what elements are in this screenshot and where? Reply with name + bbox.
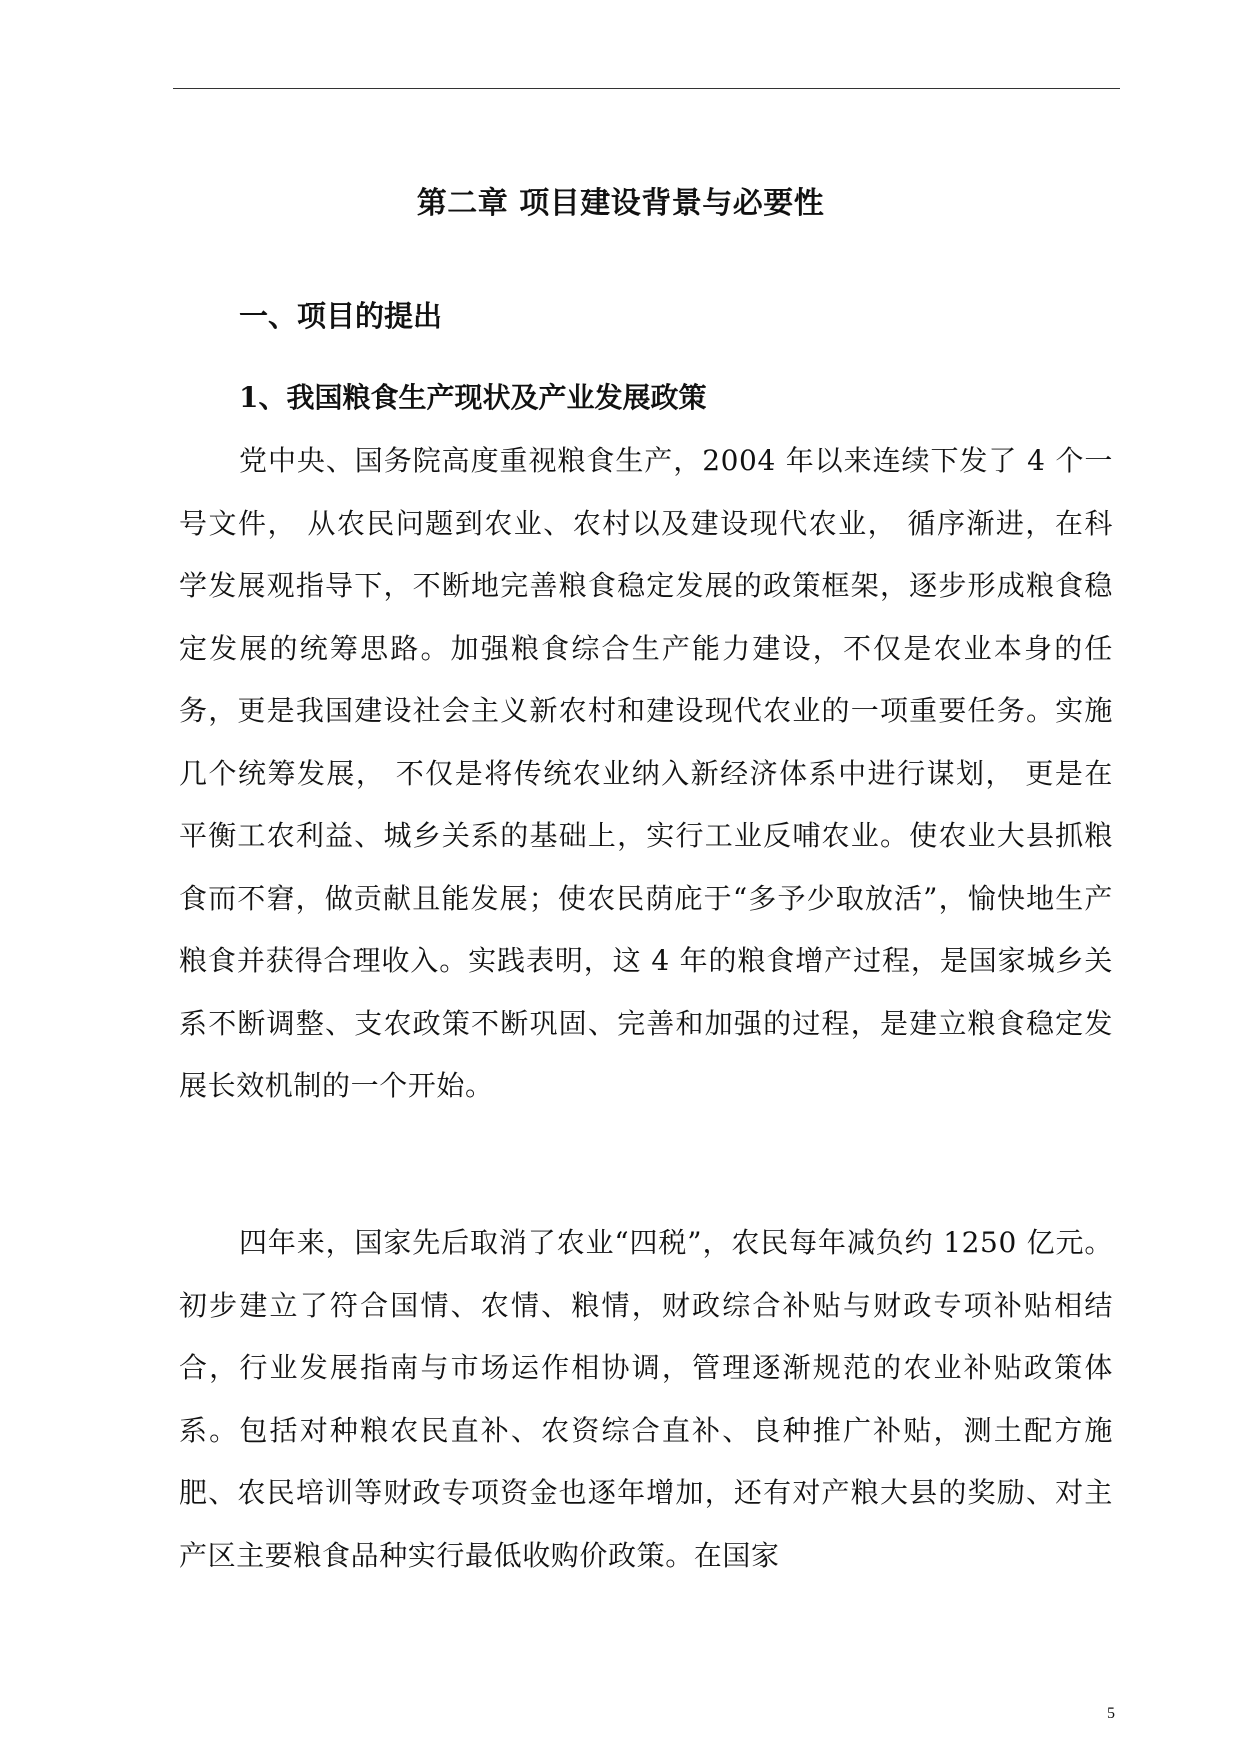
page-number: 5 xyxy=(1107,1705,1115,1722)
subsection-heading: 1、我国粮食生产现状及产业发展政策 xyxy=(239,381,707,414)
body-paragraph: 党中央、国务院高度重视粮食生产，2004 年以来连续下发了 4 个一号文件， 从农民问题到农业、农村以及建设现代农业， 循序渐进，在科学发展观指导下，不断地完善粮食稳定发展的政策框架，逐步形成粮食稳定发展的统筹思路。加强粮食综合生产能力建设，不仅是农业本身的任务，更是我国建设社会主义新农村和建设现代农业的一项重要任务。实施几个统筹发展， 不仅是将传统农业纳入新经济体系中进行谋划， 更是在平衡工农利益、城乡关系的基础上，实行工业反哺农业。使农业大县抓粮食而不窘，做贡献且能发展；使农民荫庇于“多予少取放活”，愉快地生产粮食并获得合理收入。实践表明，这 4 年的粮食增产过程，是国家城乡关系不断调整、支农政策不断巩固、完善和加强的过程，是建立粮食稳定发展长效机制的一个开始。 xyxy=(179,444,1113,1102)
section-heading: 一、项目的提出 xyxy=(239,299,443,333)
body-paragraph: 四年来，国家先后取消了农业“四税”，农民每年减负约 1250 亿元。初步建立了符合国情、农情、粮情，财政综合补贴与财政专项补贴相结合，行业发展指南与市场运作相协调，管理逐渐规范的农业补贴政策体系。包括对种粮农民直补、农资综合直补、良种推广补贴，测土配方施肥、农民培训等财政专项资金也逐年增加，还有对产粮大县的奖励、对主产区主要粮食品种实行最低收购价政策。在国家 xyxy=(179,1226,1113,1572)
chapter-title: 第二章 项目建设背景与必要性 xyxy=(416,186,825,221)
header-rule xyxy=(173,88,1120,89)
